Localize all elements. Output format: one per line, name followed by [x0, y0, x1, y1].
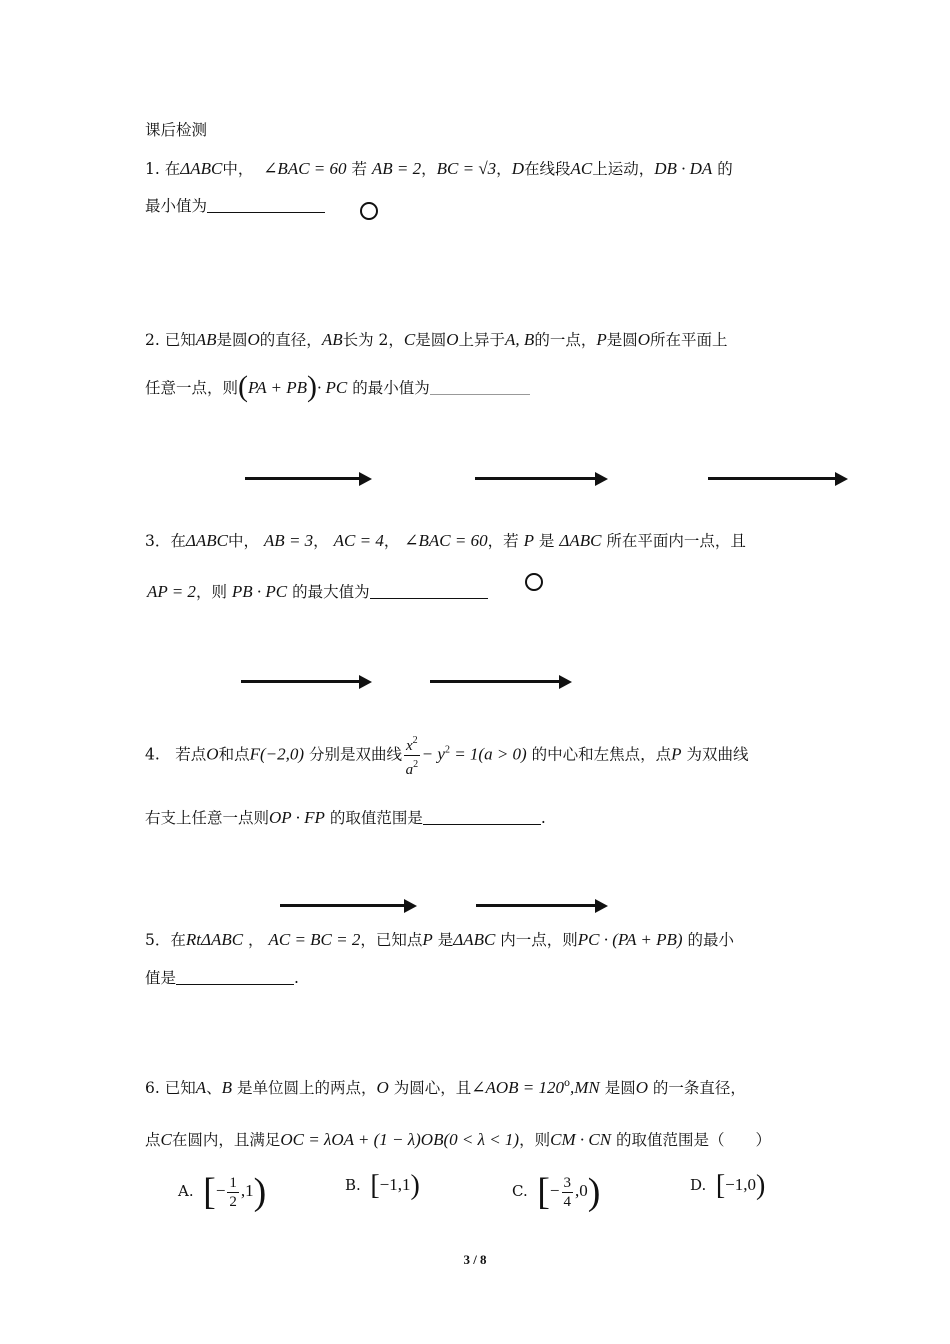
bracket: [ [370, 1170, 380, 1201]
text: ， [248, 931, 264, 949]
bracket: [ [537, 1171, 550, 1213]
question-5-line-2 [145, 966, 299, 988]
question-5-line-1 [145, 928, 734, 950]
text: 是圆 [604, 1079, 636, 1097]
vector-arrow [708, 477, 837, 480]
question-6-line-2 [145, 1128, 771, 1150]
option-d[interactable] [690, 1170, 765, 1202]
answer-blank[interactable] [176, 970, 294, 985]
text: 的取值范围是 [329, 809, 423, 827]
text: 的最大值为 [292, 583, 370, 601]
text: 为圆心，且 [393, 1079, 472, 1097]
math: PC · (PA + PB) [577, 930, 683, 949]
math: O [635, 1078, 648, 1097]
math: BC = √3 [436, 159, 497, 178]
math: P [523, 531, 534, 550]
numerator: 3 [563, 1174, 572, 1191]
text: 在圆内，且满足 [171, 1131, 281, 1149]
text: 的取值范围是（ ） [616, 1131, 772, 1149]
text: 的一条直径， [652, 1079, 746, 1097]
text: 为双曲线 [686, 745, 749, 764]
text: 是圆 [415, 331, 447, 349]
math: AB = 3 [263, 531, 314, 550]
text: 是 [437, 931, 454, 949]
option-label: A. [178, 1182, 194, 1200]
math: MN [574, 1078, 600, 1097]
text: 1. 在 [145, 160, 181, 178]
text: ， [496, 160, 512, 178]
math: D [511, 159, 524, 178]
math: AB = 2 [371, 159, 422, 178]
text: . [294, 969, 299, 987]
math: AB [195, 330, 217, 349]
text: ， [421, 160, 437, 178]
math: , [570, 1078, 575, 1097]
math: · PC [317, 378, 348, 397]
question-1-line-2 [145, 194, 325, 216]
text: . [540, 809, 546, 827]
vector-arrow [430, 680, 561, 683]
text: 的最小值为 [352, 379, 430, 397]
math: − y [421, 744, 445, 764]
text: 上运动， [592, 160, 655, 178]
math: −1,1 [379, 1175, 411, 1194]
math: C [403, 330, 416, 349]
text: 所在平面内一点，且 [606, 532, 746, 550]
exponent: 2 [412, 735, 418, 746]
math: ∠BAC = 60 [263, 159, 347, 178]
fraction [562, 1174, 574, 1211]
text: 右支上任意一点则 [145, 809, 270, 827]
bracket: ) [587, 1171, 601, 1213]
bracket: ) [410, 1170, 420, 1201]
answer-blank[interactable] [430, 380, 530, 395]
text: 和点 [218, 745, 250, 764]
text: 5．在 [145, 931, 186, 949]
math: OP · FP [269, 808, 325, 827]
text: ， [383, 532, 400, 550]
question-3-line-2 [147, 580, 488, 602]
answer-blank[interactable] [423, 810, 541, 825]
text: 长为 2， [342, 331, 404, 349]
fraction [227, 1174, 239, 1211]
math: PB · PC [231, 582, 288, 601]
math: O [446, 330, 459, 349]
question-1-line-1 [145, 157, 733, 179]
math: ΔABC [185, 531, 228, 550]
math: ,1 [240, 1181, 254, 1200]
fraction [404, 732, 420, 779]
option-label: D. [690, 1176, 707, 1194]
text: 最小值为 [145, 197, 208, 215]
math: ΔABC [453, 930, 496, 949]
text: ， [313, 532, 329, 550]
vector-arrow [245, 477, 361, 480]
math: F(−2,0) [249, 744, 305, 764]
math: P [422, 930, 433, 949]
question-4-line-2 [145, 806, 546, 828]
text: 4. 若点 [145, 745, 207, 764]
question-6-line-1 [145, 1076, 746, 1098]
math: ( [238, 370, 249, 403]
math: O [206, 744, 219, 764]
math: −1,0 [725, 1175, 756, 1194]
text: 、 [206, 1079, 222, 1097]
text: 点 [145, 1131, 161, 1149]
bracket: [ [203, 1171, 216, 1213]
text: 上异于 [458, 331, 506, 349]
math: − [549, 1181, 560, 1200]
page-number: 3 / 8 [463, 1252, 487, 1267]
math: a [405, 762, 414, 778]
denominator: 2 [229, 1193, 237, 1210]
math: ΔABC [180, 159, 223, 178]
math: O [247, 330, 260, 349]
text: 若 [346, 160, 372, 178]
text: 中， [227, 532, 259, 550]
degree-circle-icon [525, 573, 543, 591]
text: 的中心和左焦点，点 [531, 745, 672, 764]
denominator: 4 [563, 1193, 572, 1210]
math: C [160, 1130, 172, 1149]
math: RtΔABC [185, 930, 244, 949]
math: O [376, 1078, 389, 1097]
question-3-line-1 [145, 529, 746, 551]
math: = 1(a > 0) [449, 744, 527, 764]
text: ，则 [519, 1131, 551, 1149]
text: 是圆 [216, 331, 248, 349]
math: CM · CN [550, 1130, 612, 1149]
math: ,0 [575, 1181, 588, 1200]
math: A [195, 1078, 207, 1097]
question-2-line-2 [145, 370, 530, 404]
math: AC [570, 159, 593, 178]
vector-arrow [241, 680, 361, 683]
bracket: ) [253, 1171, 267, 1213]
numerator: 1 [229, 1174, 237, 1191]
vector-arrow [476, 904, 597, 907]
text: 的 [717, 160, 733, 178]
text: 值是 [145, 969, 177, 987]
text: 的最小 [687, 931, 735, 949]
text: 3．在 [145, 532, 186, 550]
math: ) [307, 370, 318, 403]
answer-blank[interactable] [207, 198, 325, 213]
text: 的直径， [259, 331, 322, 349]
math: AP = 2 [147, 582, 196, 601]
bracket: [ [715, 1170, 726, 1201]
text: 分别是双曲线 [308, 745, 402, 764]
bracket: ) [755, 1170, 766, 1201]
text: 是圆 [606, 331, 638, 349]
text: 6. 已知 [145, 1079, 196, 1097]
degree-circle-icon [360, 202, 378, 220]
option-c[interactable] [512, 1170, 600, 1214]
text: 是单位圆上的两点， [236, 1079, 377, 1097]
math: OC = λOA + (1 − λ)OB(0 < λ < 1) [280, 1130, 520, 1149]
math: A, B [505, 330, 535, 349]
section-heading: 课后检测 [145, 121, 208, 139]
question-4-line-1 [145, 732, 749, 779]
math: B [221, 1078, 233, 1097]
math: P [671, 744, 682, 764]
option-label: C. [512, 1182, 528, 1200]
text: ，若 [487, 532, 519, 550]
text: 中， [222, 160, 254, 178]
text: 在线段 [523, 160, 571, 178]
math: DB · DA [654, 159, 713, 178]
math: AC = 4 [333, 531, 384, 550]
text: ，则 [195, 583, 227, 601]
option-label: B. [345, 1176, 361, 1194]
math: ΔABC [559, 531, 602, 550]
answer-blank[interactable] [370, 584, 488, 599]
exponent: 2 [413, 759, 419, 770]
question-2-line-1 [145, 328, 728, 350]
text: 是 [538, 532, 555, 550]
math: PA + PB [248, 378, 308, 397]
text: 2. 已知 [145, 331, 196, 349]
degree-sign: o [563, 1078, 570, 1089]
option-a[interactable] [178, 1170, 266, 1214]
text: ，已知点 [360, 931, 423, 949]
exponent: 2 [444, 744, 450, 756]
math: AC = BC = 2 [268, 930, 361, 949]
math: AB [321, 330, 343, 349]
vector-arrow [475, 477, 597, 480]
option-b[interactable] [345, 1170, 420, 1202]
math: O [637, 330, 651, 349]
math: ∠AOB = 120 [471, 1078, 564, 1097]
text: 任意一点，则 [145, 379, 239, 397]
math: x [405, 738, 413, 754]
math: ∠BAC = 60 [404, 531, 488, 550]
math: P [596, 330, 607, 349]
vector-arrow [280, 904, 406, 907]
text: 内一点，则 [500, 931, 578, 949]
math: − [215, 1181, 226, 1200]
text: 的一点， [534, 331, 597, 349]
text: 所在平面上 [650, 331, 728, 349]
